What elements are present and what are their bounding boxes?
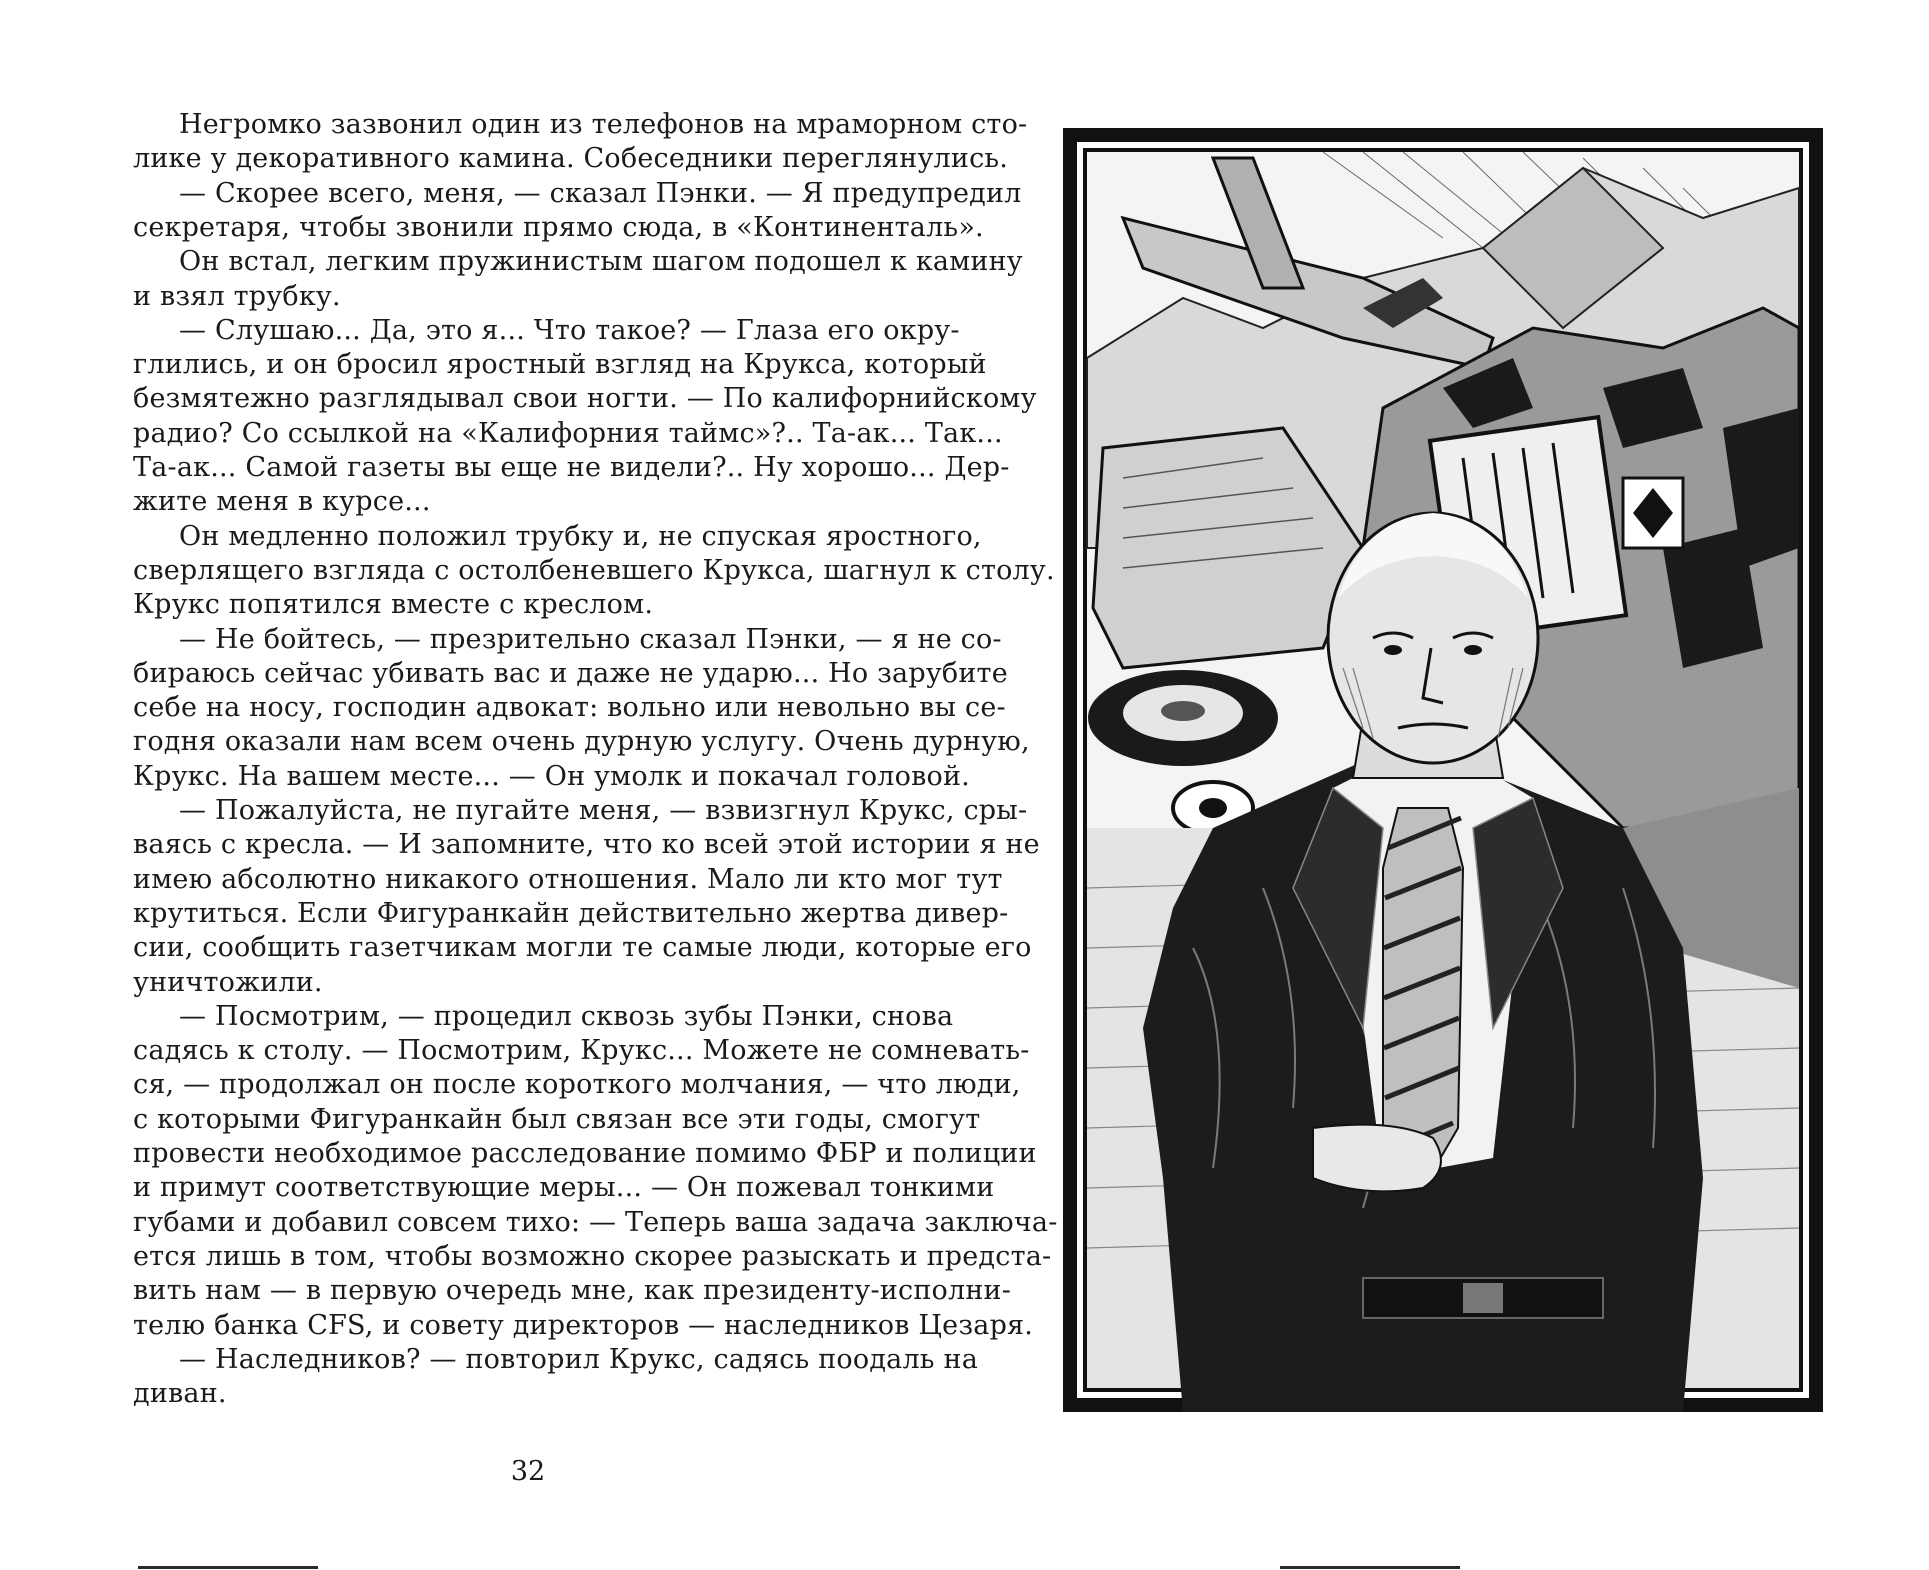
text-line: Он медленно положил трубку и, не спуская яростного, <box>179 520 982 552</box>
text-line: уничтожили. <box>133 966 323 998</box>
text-line: сии, сообщить газетчикам могли те самые люди, которые его <box>133 932 1032 964</box>
text-line: имею абсолютно никакого отношения. Мало ли кто мог тут <box>133 863 1003 895</box>
bottom-rule-right <box>1280 1566 1460 1569</box>
text-line: с которыми Фигуранкайн был связан все эти годы, смогут <box>133 1103 981 1135</box>
text-line: диван. <box>133 1378 227 1410</box>
text-line: Он встал, легким пружинистым шагом подошел к камину <box>179 246 1023 278</box>
text-line: радио? Со ссылкой на «Калифорния таймс»?.. Та-ак... Так... <box>133 417 1003 449</box>
text-line: глились, и он бросил яростный взгляд на Крукса, который <box>133 349 987 381</box>
bottom-rule-left <box>138 1566 318 1569</box>
text-line: секретаря, чтобы звонили прямо сюда, в «Континенталь». <box>133 211 984 243</box>
text-line: садясь к столу. — Посмотрим, Крукс... Можете не сомневать- <box>133 1035 1030 1067</box>
machine-part-center <box>1199 798 1227 818</box>
text-line: Крукс попятился вместе с креслом. <box>133 589 654 621</box>
text-line: — Наследников? — повторил Крукс, садясь поодаль на <box>179 1343 978 1375</box>
text-line: ся, — продолжал он после короткого молчания, — что люди, <box>133 1069 1021 1101</box>
text-line: — Пожалуйста, не пугайте меня, — взвизгнул Крукс, сры- <box>179 795 1028 826</box>
text-line: крутиться. Если Фигуранкайн действительно жертва дивер- <box>133 897 1009 929</box>
illustration-drawing <box>1063 128 1823 1412</box>
text-line: ваясь с кресла. — И запомните, что ко всей этой истории я не <box>133 829 1040 861</box>
text-line: телю банка CFS, и совету директоров — наследников Цезаря. <box>133 1309 1034 1341</box>
text-line: себе на носу, господин адвокат: вольно или невольно вы се- <box>133 692 1006 724</box>
text-line: и примут соответствующие меры... — Он пожевал тонкими <box>133 1172 995 1204</box>
text-line: — Посмотрим, — процедил сквозь зубы Пэнки, снова <box>179 1000 954 1032</box>
text-line: Та-ак... Самой газеты вы еще не видели?.. Ну хорошо... Дер- <box>133 452 1010 483</box>
text-line: вить нам — в первую очередь мне, как президенту-исполни- <box>133 1275 1012 1307</box>
text-line: безмятежно разглядывал свои ногти. — По калифорнийскому <box>133 383 1037 415</box>
text-line: провести необходимое расследование помимо ФБР и полиции <box>133 1138 1037 1169</box>
page-number: 32 <box>510 1456 546 1487</box>
text-line: — Слушаю... Да, это я... Что такое? — Глаза его окру- <box>179 314 960 346</box>
text-line: — Скорее всего, меня, — сказал Пэнки. — Я предупредил <box>179 177 1022 209</box>
text-line: губами и добавил совсем тихо: — Теперь ваша задача заключа- <box>133 1206 1058 1238</box>
text-line: бираюсь сейчас убивать вас и даже не ударю... Но зарубите <box>133 657 1008 689</box>
text-line: сверлящего взгляда с остолбеневшего Крукса, шагнул к столу. <box>133 554 1055 586</box>
text-line: лике у декоративного камина. Собеседники переглянулись. <box>133 143 1009 175</box>
text-line: Негромко зазвонил один из телефонов на мраморном сто- <box>179 109 1028 140</box>
man-hand <box>1313 1125 1441 1192</box>
illustration <box>1063 128 1823 1412</box>
text-line: и взял трубку. <box>133 280 341 312</box>
text-line: ется лишь в том, чтобы возможно скорее разыскать и предста- <box>133 1240 1052 1272</box>
belt-buckle <box>1463 1283 1503 1313</box>
text-line: годня оказали нам всем очень дурную услугу. Очень дурную, <box>133 726 1030 758</box>
tire-hub <box>1161 701 1205 721</box>
text-line: жите меня в курсе... <box>133 486 431 518</box>
text-line: — Не бойтесь, — презрительно сказал Пэнки, — я не со- <box>179 623 1002 655</box>
text-line: Крукс. На вашем месте... — Он умолк и покачал головой. <box>133 760 970 792</box>
